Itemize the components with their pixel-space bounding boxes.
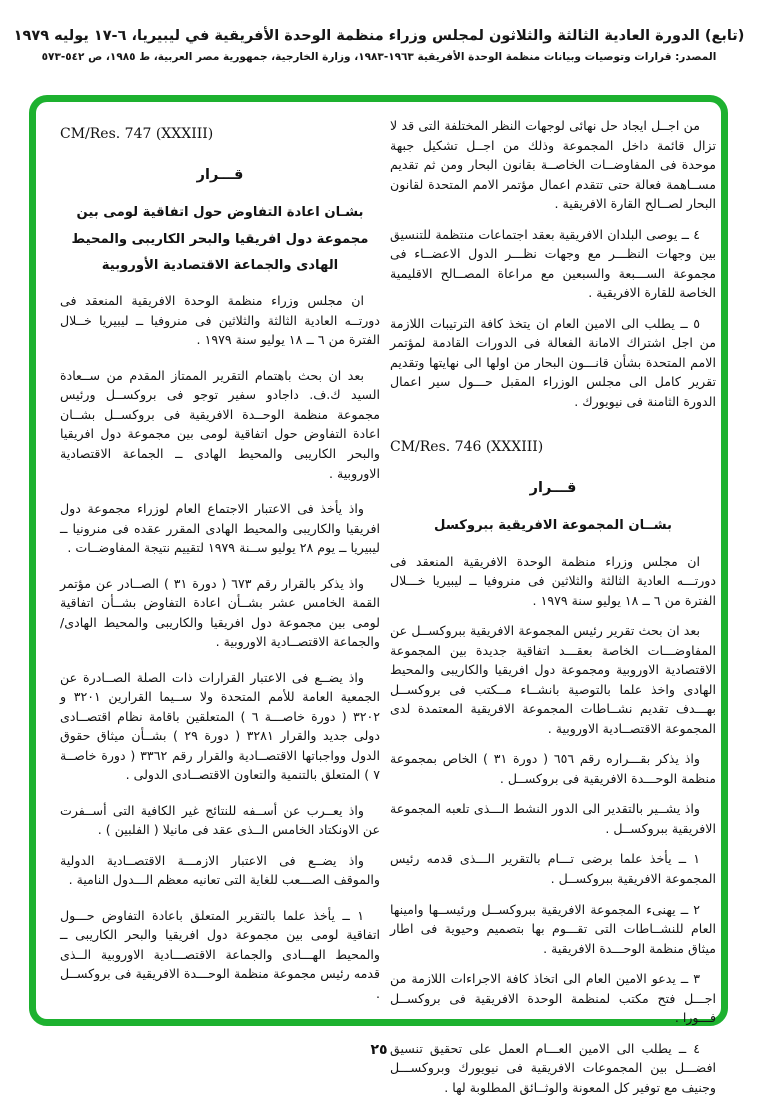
body-paragraph: بعد ان بحث تقرير رئيس المجموعة الافريقية ببروكســل عن المفاوضـــات الخاصة بعقـــد اتفاقية جديدة بين المجموعة الاقتصادية الاوروبية ومجموعة دول افريقيا والكاريبى والمحيط الهادى واخذ علما بالتوصية بانشــاء مــكتب فى بروكســل بهـــدف تقديم نشــاطات المجموعة الافريقية المعتمدة لدى المجموعة الاقتصــادية الاوروبية . bbox=[390, 623, 716, 736]
resolution-746-id: CM/Res. 746 (XXXIII) bbox=[390, 439, 544, 456]
resolution-747-title-line: مجموعة دول افريقيا والبحر الكاريبى والمحيط bbox=[71, 231, 369, 247]
body-paragraph: واذ يذكر بالقرار رقم ٦٧٣ ( دورة ٣١ ) الصــادر عن مؤتمر القمة الخامس عشر بشــأن اعادة التفاوض بشــأن اتفاقية لومى بين مجموعة دول افريقيا والكاريبى والمحيط الهادى/والجماعة الاقتصــادية الاوروبية . bbox=[60, 575, 380, 650]
body-paragraph: ان مجلس وزراء منظمة الوحدة الافريقية المنعقد فى دورتـــه العادية الثالثة والثلاثين فى منروفيا ــ ليبيريا خـــلال الفترة من ٦ ــ ١٨ يوليو سنة ١٩٧٩ . bbox=[390, 553, 716, 608]
header-source-note: المصدر: قرارات وتوصيات وبيانات منظمة الوحدة الأفريقية ١٩٦٣-١٩٨٣، وزارة الخارجية، جمهورية مصر العربية، ط ١٩٨٥، ص ٥٤٢-٥٧٣ bbox=[41, 51, 717, 63]
column-right-resolution-746 bbox=[390, 116, 716, 1108]
numbered-clause: ٤ ــ يوصى البلدان الافريقية بعقد اجتماعات منتظمة للتنسيق بين وجهات النظـــر مع وجهات نظـــر الدول الاعضــاء فى مجموعة الســـبعة والسبعين مع مراعاة المصــالح الاقليمية الخاصة للقارة الافريقية . bbox=[390, 226, 716, 301]
body-paragraph: واذ يأخذ فى الاعتبار الاجتماع العام لوزراء مجموعة دول افريقيا والكاريبى والمحيط الهادى المقرر عقده فى منرونيا ــ ليبيريا ــ يوم ٢٨ يوليو ســنة ١٩٧٩ لتقييم نتيجة المفاوضــات . bbox=[60, 501, 380, 556]
resolution-747-title bbox=[60, 200, 380, 279]
body-paragraph: واذ يضــع فى الاعتبار الازمـــة الاقتصــادية الدولية والموقف الصـــعب للغاية التى تعانيه معظم الـــدول النامية . bbox=[60, 852, 380, 888]
page-header bbox=[0, 28, 758, 63]
body-paragraph: واذ يضــع فى الاعتبار القرارات ذات الصلة الصــادرة عن الجمعية العامة للأمم المتحدة ولا ســيما القرارين ٣٢٠١ و ٣٢٠٢ ( دورة خاصـــة ٦ ) المتعلقين باقامة نظام اقتصــادى دولى جديد والقرار ٣٢٨١ ( دورة ٢٩ ) بشــأن ميثاق حقوق الدول وواجباتها الاقتصــادية والقرار رقم ٣٣٦٢ ( دورة خاصــة ٧ ) المتعلق بالتنمية والتعاون الاقتصــادى الدولى . bbox=[60, 669, 380, 783]
body-paragraph: بعد ان بحث باهتمام التقرير الممتاز المقدم من ســعادة السيد ك.ف. داجادو سفير توجو فى بروكســل ورئيس مجموعة منظمة الوحــدة الافريقية فى بروكســل بشــان اعادة التفاوض حول اتفاقية لومى بين مجموعة دول افريقيا والبحر الكاريبى والمحيط الهادى ــ الجماعة الاقتصادية الاوروبية . bbox=[60, 367, 380, 481]
resolution-747-id: CM/Res. 747 (XXXIII) bbox=[60, 126, 214, 142]
resolution-747-title-line: الهادى والجماعة الاقتصادية الأوروبية bbox=[101, 257, 339, 273]
resolution-746-title: بشــان المجموعة الافريقية ببروكسل bbox=[434, 518, 672, 534]
body-paragraph: واذ يعــرب عن أســفه للنتائج غير الكافية التى أســفرت عن الاونكتاد الخامس الــذى عقد فى مانيلا ( الفلبين ) . bbox=[60, 802, 380, 838]
body-paragraph: واذ يشــير بالتقدير الى الدور النشط الـــذى تلعبه المجموعة الافريقية ببروكســل . bbox=[390, 801, 716, 836]
header-session-title: (تابع) الدورة العادية الثالثة والثلاثون لمجلس وزراء منظمة الوحدة الأفريقية في ليبيريا، ٦-١٧ يوليه ١٩٧٩ bbox=[13, 28, 745, 44]
numbered-clause: ٤ ــ يطلب الى الامين العـــام العمل على تحقيق تنسيق افضـــل بين المجموعات الافريقية فى نيويورك وبروكســـل وجنيف مع توفير كل المعونة والوثــائق المطلوبة لها . bbox=[390, 1040, 716, 1095]
resolution-747-title-line: بشـان اعادة التفاوض حول اتفاقية لومى بين bbox=[76, 205, 364, 221]
numbered-clause: ٣ ــ يدعو الامين العام الى اتخاذ كافة الاجراءات اللازمة من اجـــل فتح مكتب لمنظمة الوحدة الافريقية فى بروكســل فـــورا . bbox=[390, 971, 716, 1026]
column-left-resolution-747 bbox=[60, 124, 380, 1014]
resolution-746-decision-heading: قـــرار bbox=[529, 479, 577, 496]
body-paragraph: ان مجلس وزراء منظمة الوحدة الافريقية المنعقد فى دورتــه العادية الثالثة والثلاثين فى منروفيا ــ ليبيريا خــلال الفترة من ٦ ــ ١٨ يوليو سنة ١٩٧٩ . bbox=[60, 293, 380, 348]
numbered-clause: ١ ــ يأخذ علما برضى تـــام بالتقرير الـــذى قدمه رئيس المجموعة الافريقية ببروكســل . bbox=[390, 851, 716, 886]
continuation-paragraph: من اجــل ايجاد حل نهائى لوجهات النظر المختلفة التى قد لا تزال قائمة داخل المجموعة وذلك من اجــل تشكيل جبهة موحدة فى المفاوضــات الخاصــة بقانون البحار ومن ثم تقديم مســاهمة فعالة حتى تتقدم اعمال مؤتمر الامم المتحدة لقانون البحار لصــالح القارة الافريقية . bbox=[390, 118, 716, 212]
resolution-747-decision-heading: قـــرار bbox=[196, 166, 244, 183]
numbered-clause: ١ ــ يأخذ علما بالتقرير المتعلق باعادة التفاوض حـــول اتفاقية لومى بين مجموعة دول افريقيا والبحر الكاريبى ــ والمحيط الهـــادى والجماعة الاقتصـــادية الاوروبية الــذى قدمه رئيس مجموعة منظمة الوحـــدة الافريقية فى بروكســل . bbox=[60, 907, 380, 1001]
body-paragraph: واذ يذكر بقـــراره رقم ٦٥٦ ( دورة ٣١ ) الخاص بمجموعة منظمة الوحـــدة الافريقية فى بروكســل . bbox=[390, 751, 716, 786]
page-number: ٢٥ bbox=[370, 1042, 388, 1058]
numbered-clause: ٢ ــ يهنىء المجموعة الافريقية ببروكســل ورئيســها وامينها العام للنشــاطات التى تقـــوم بها بتصميم وحيوية فى اطار ميثاق منظمة الوحـــدة الافريقية . bbox=[390, 901, 716, 956]
numbered-clause: ٥ ــ يطلب الى الامين العام ان يتخذ كافة الترتيبات اللازمة من اجل اشتراك الامانة الفعالة فى الدورات القادمة لمؤتمر الامم المتحدة بشأن قانـــون البحار من اولها الى نهايتها وتقديم تقرير كامل الى مجلس الوزراء المقبل حـــول سير اعمال الدورة الثامنة فى نيويورك . bbox=[390, 315, 716, 409]
